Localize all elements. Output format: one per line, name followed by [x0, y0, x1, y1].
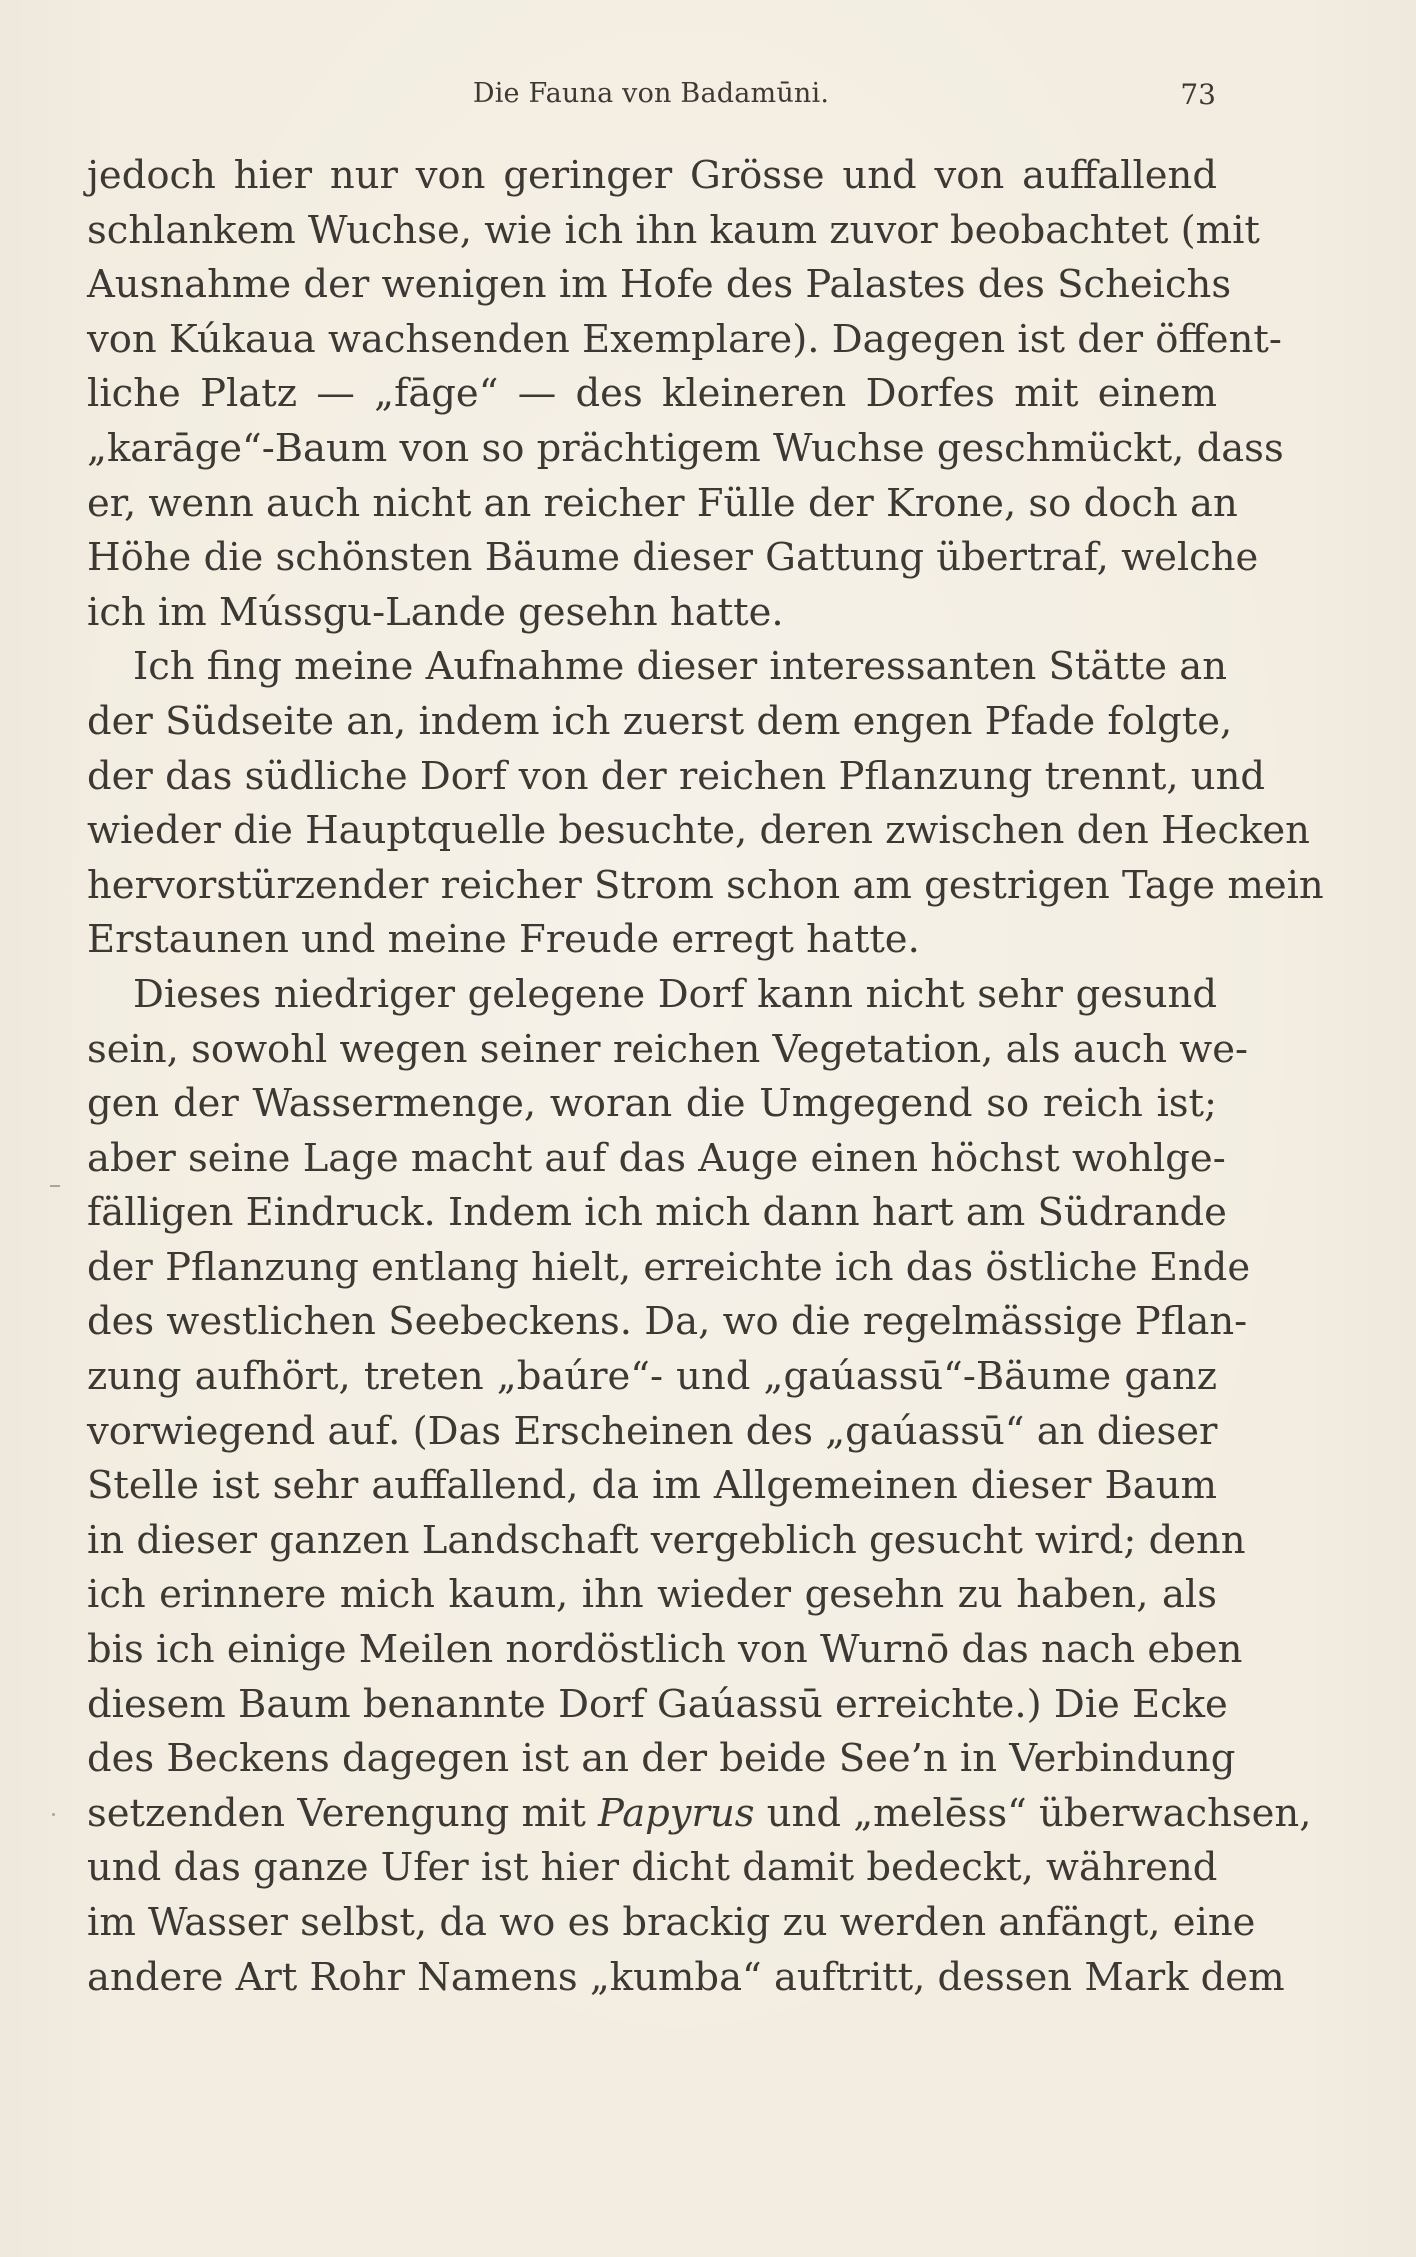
text-line: diesem Baum benannte Dorf Gaúassū erreichte.) Die Ecke	[87, 1681, 1228, 1727]
text-line: der das südliche Dorf von der reichen Pflanzung trennt, und	[87, 753, 1266, 799]
text-line: Ausnahme der wenigen im Hofe des Palastes des Scheichs	[87, 262, 1232, 308]
text-segment: und „melēss“ überwachsen,	[754, 1790, 1312, 1836]
text-line: bis ich einige Meilen nordöstlich von Wurnō das nach eben	[87, 1627, 1243, 1673]
page-number: 73	[1180, 78, 1216, 111]
text-line: ich erinnere mich kaum, ihn wieder gesehn zu haben, als	[87, 1572, 1217, 1618]
text-line: liche Platz — „fāge“ — des kleineren Dorfes mit einem	[87, 371, 1217, 417]
text-line: sein, sowohl wegen seiner reichen Vegetation, als auch we-	[87, 1026, 1248, 1072]
body-text	[87, 149, 1324, 2005]
text-line: Stelle ist sehr auffallend, da im Allgemeinen dieser Baum	[87, 1463, 1217, 1509]
italic-term: Papyrus	[598, 1790, 755, 1836]
text-line: aber seine Lage macht auf das Auge einen höchst wohlge-	[87, 1135, 1226, 1181]
text-line: zung aufhört, treten „baúre“- und „gaúassū“-Bäume ganz	[87, 1354, 1217, 1400]
text-line: er, wenn auch nicht an reicher Fülle der Krone, so doch an	[87, 480, 1238, 526]
text-line: „karāge“-Baum von so prächtigem Wuchse geschmückt, dass	[87, 425, 1284, 471]
text-line: jedoch hier nur von geringer Grösse und von auffallend	[87, 153, 1217, 198]
text-line: des Beckens dagegen ist an der beide See’n in Verbindung	[87, 1736, 1236, 1782]
text-line: gen der Wassermenge, woran die Umgegend so reich ist;	[87, 1081, 1217, 1127]
text-line	[87, 1787, 1312, 1842]
text-line: hervorstürzender reicher Strom schon am gestrigen Tage mein	[87, 862, 1324, 908]
text-line: ich im Mússgu-Lande gesehn hatte.	[87, 589, 784, 635]
text-line: in dieser ganzen Landschaft vergeblich gesucht wird; denn	[87, 1517, 1246, 1563]
running-header	[86, 78, 1216, 124]
text-line: Ich fing meine Aufnahme dieser interessanten Stätte an	[133, 644, 1228, 690]
margin-mark	[50, 1185, 60, 1187]
text-line: Erstaunen und meine Freude erregt hatte.	[87, 917, 920, 963]
text-line: der Südseite an, indem ich zuerst dem engen Pfade folgte,	[87, 698, 1233, 744]
text-line: andere Art Rohr Namens „kumba“ auftritt, dessen Mark dem	[87, 1954, 1285, 2000]
text-line: im Wasser selbst, da wo es brackig zu werden anfängt, eine	[87, 1900, 1256, 1945]
margin-speck	[52, 1813, 55, 1816]
text-line: und das ganze Ufer ist hier dicht damit bedeckt, während	[87, 1845, 1218, 1891]
text-line: wieder die Hauptquelle besuchte, deren zwischen den Hecken	[87, 808, 1310, 854]
text-line: der Pflanzung entlang hielt, erreichte ich das östliche Ende	[87, 1244, 1251, 1290]
running-title: Die Fauna von Badamūni.	[472, 78, 830, 109]
text-line: des westlichen Seebeckens. Da, wo die regelmässige Pflan-	[87, 1299, 1248, 1345]
text-line: Dieses niedriger gelegene Dorf kann nicht sehr gesund	[133, 971, 1217, 1017]
text-line: Höhe die schönsten Bäume dieser Gattung übertraf, welche	[87, 535, 1259, 581]
text-line: von Kúkaua wachsenden Exemplare). Dagegen ist der öffent-	[87, 316, 1282, 362]
text-line: fälligen Eindruck. Indem ich mich dann hart am Südrande	[87, 1190, 1227, 1236]
text-line: vorwiegend auf. (Das Erscheinen des „gaúassū“ an dieser	[87, 1408, 1218, 1454]
text-line: schlankem Wuchse, wie ich ihn kaum zuvor beobachtet (mit	[87, 207, 1260, 253]
text-segment: setzenden Verengung mit	[87, 1790, 599, 1836]
